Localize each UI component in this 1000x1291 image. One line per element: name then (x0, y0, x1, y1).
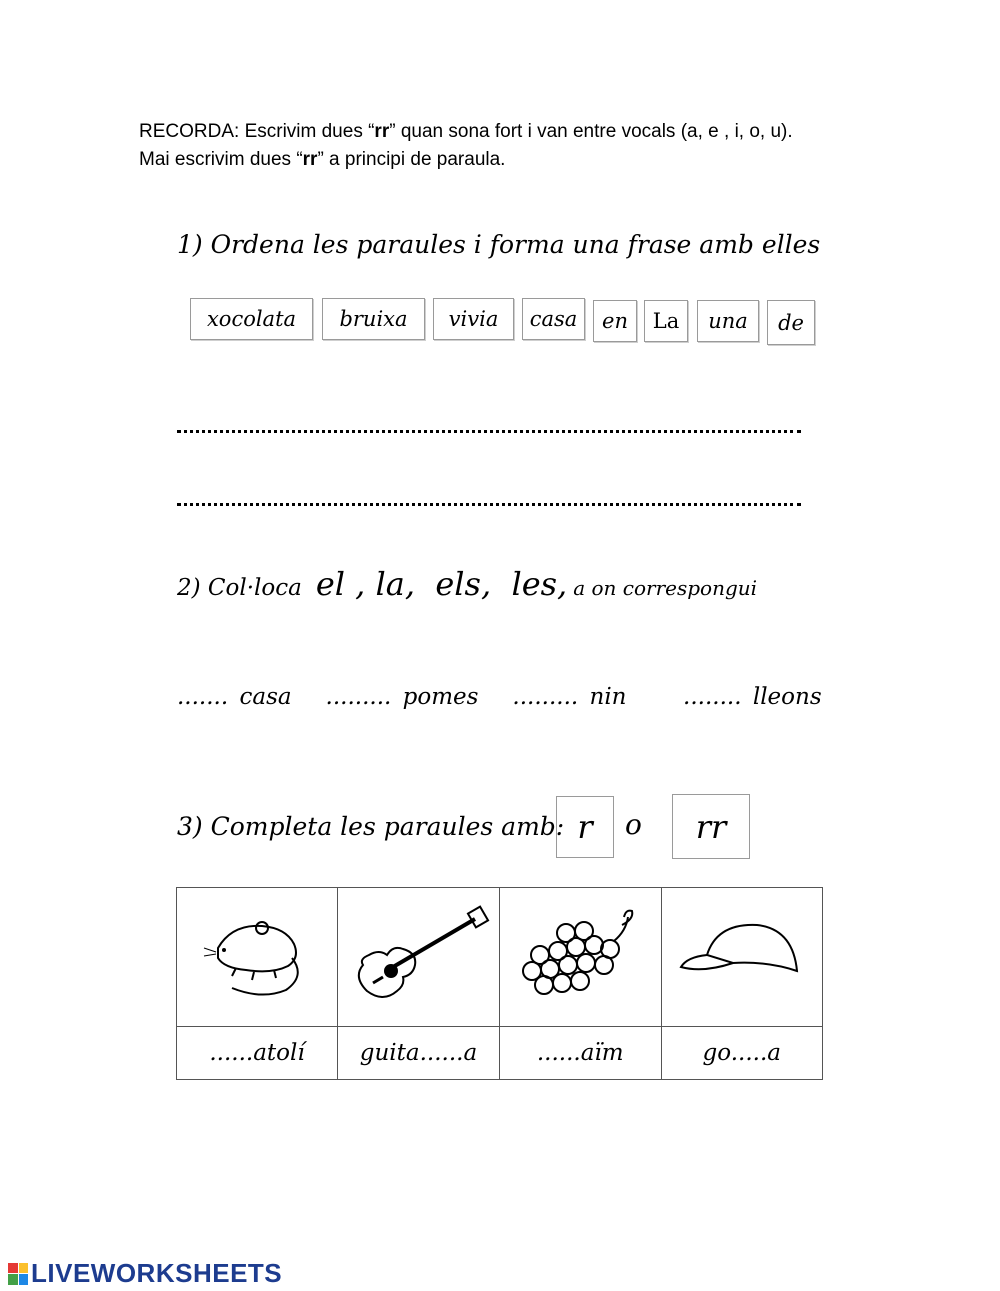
word-card-la[interactable]: La (644, 300, 688, 342)
recorda-line-1: RECORDA: Escrivim dues “rr” quan sona fort i van entre vocals (a, e , i, o, u). (139, 121, 793, 142)
blank-lleons[interactable]: ........ lleons (683, 684, 822, 710)
word-cell-2[interactable]: guita......a (338, 1027, 500, 1080)
mouse-icon (202, 910, 312, 1000)
picture-word-table (176, 887, 823, 1080)
picture-cell-grapes (499, 888, 661, 1027)
option-r-box: r (556, 796, 614, 858)
blank-nin[interactable]: ......... nin (512, 684, 627, 710)
word-cell-3[interactable]: ......aïm (499, 1027, 661, 1080)
picture-cell-cap (661, 888, 822, 1027)
exercise-2-label: 2) Col·loca (177, 575, 302, 601)
answer-line-1[interactable] (177, 430, 801, 433)
guitar-icon (343, 905, 493, 1005)
liveworksheets-logo (8, 1258, 282, 1289)
blank-casa[interactable]: ....... casa (177, 684, 292, 710)
recorda-note (139, 118, 793, 174)
grapes-icon (510, 905, 650, 1005)
word-card-en[interactable]: en (593, 300, 637, 342)
picture-cell-mouse (177, 888, 338, 1027)
exercise-2-instruction: a on correspongui (573, 576, 758, 600)
recorda-line-2: Mai escrivim dues “rr” a principi de paraula. (139, 149, 506, 170)
word-card-una[interactable]: una (697, 300, 759, 342)
articles-list: el , la, els, les, (315, 565, 568, 603)
word-card-vivia[interactable]: vivia (433, 298, 514, 340)
article-blanks-row (177, 684, 822, 710)
option-rr-box: rr (672, 794, 750, 859)
word-card-xocolata[interactable]: xocolata (190, 298, 313, 340)
word-card-de[interactable]: de (767, 300, 815, 345)
word-card-casa[interactable]: casa (522, 298, 585, 340)
blank-pomes[interactable]: ......... pomes (325, 684, 479, 710)
word-card-bruixa[interactable]: bruixa (322, 298, 425, 340)
logo-squares-icon (8, 1263, 28, 1285)
answer-line-2[interactable] (177, 503, 801, 506)
cap-icon (677, 915, 807, 995)
logo-text: LIVEWORKSHEETS (31, 1258, 283, 1288)
exercise-2-heading (177, 565, 757, 603)
word-cell-4[interactable]: go.....a (661, 1027, 822, 1080)
exercise-3-heading: 3) Completa les paraules amb: (177, 812, 565, 841)
picture-cell-guitar (338, 888, 500, 1027)
word-cell-1[interactable]: ......atolí (177, 1027, 338, 1080)
option-connector: o (625, 808, 642, 841)
exercise-1-heading: 1) Ordena les paraules i forma una frase amb elles (177, 230, 821, 259)
